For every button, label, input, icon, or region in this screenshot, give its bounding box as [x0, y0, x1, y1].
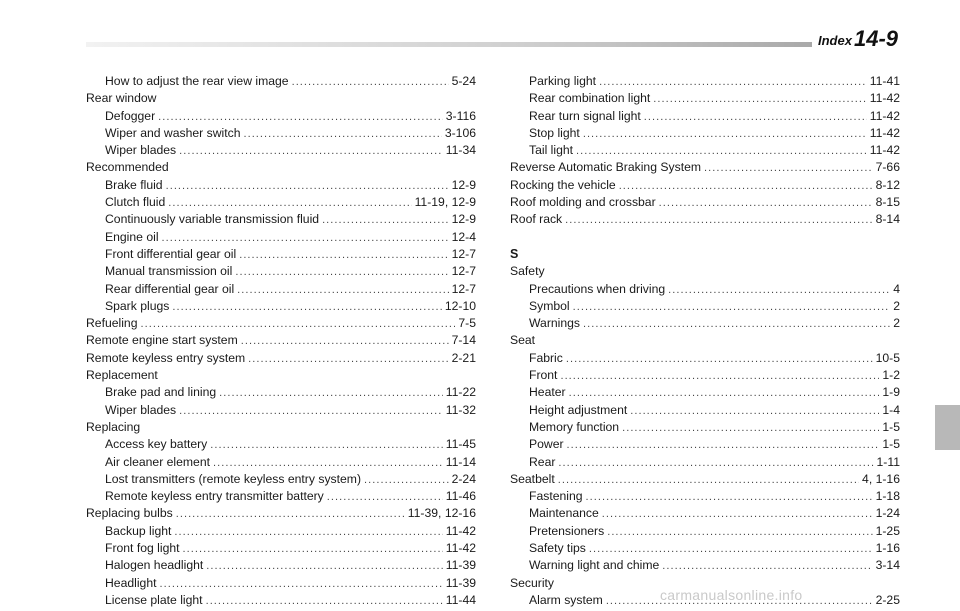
entry-page-ref: 1-2	[882, 368, 900, 383]
entry-term: Heater	[529, 385, 566, 400]
entry-page-ref: 2-25	[875, 592, 900, 607]
index-entry	[510, 159, 900, 176]
index-subentry	[510, 557, 900, 574]
entry-page-ref: 12-9	[451, 177, 476, 192]
entry-term: How to adjust the rear view image	[105, 74, 289, 88]
index-subentry	[86, 384, 476, 401]
entry-page-ref: 8-12	[875, 177, 900, 192]
entry-term: Parking light	[529, 74, 597, 88]
entry-term: Power	[529, 437, 564, 452]
entry-term: Remote engine start system	[86, 333, 238, 348]
dot-leader	[622, 420, 879, 437]
entry-term: Stop light	[529, 125, 580, 140]
index-entry	[510, 177, 900, 194]
dot-leader	[576, 143, 867, 160]
dot-leader	[292, 74, 449, 91]
dot-leader	[179, 143, 443, 160]
index-subentry	[86, 246, 476, 263]
entry-term: Backup light	[105, 523, 172, 538]
dot-leader	[565, 212, 872, 229]
index-subentry	[86, 281, 476, 298]
entry-term: Continuously variable transmission fluid	[105, 212, 320, 227]
index-subentry	[510, 402, 900, 419]
entry-page-ref: 7-66	[875, 160, 900, 175]
dot-leader	[569, 385, 880, 402]
entry-term: Seat	[510, 333, 536, 348]
index-subentry	[510, 454, 900, 471]
dot-leader	[172, 299, 441, 316]
entry-term: Refueling	[86, 316, 138, 331]
index-subentry	[86, 540, 476, 557]
index-subentry	[510, 523, 900, 540]
entry-page-ref: 12-4	[451, 229, 476, 244]
entry-term: Access key battery	[105, 437, 208, 452]
index-subentry	[510, 90, 900, 107]
entry-page-ref: 12-10	[444, 298, 476, 313]
entry-page-ref: 8-14	[875, 212, 900, 227]
entry-term: Manual transmission oil	[105, 264, 233, 279]
entry-term: Symbol	[529, 298, 570, 313]
entry-page-ref: 1-4	[882, 402, 900, 417]
dot-leader	[322, 212, 449, 229]
dot-leader	[567, 437, 880, 454]
dot-leader	[644, 109, 867, 126]
entry-term: Warning light and chime	[529, 558, 660, 573]
index-subentry	[86, 575, 476, 592]
dot-leader	[237, 282, 448, 299]
entry-page-ref: 1-25	[875, 523, 900, 538]
index-entry	[86, 332, 476, 349]
index-subentry	[510, 436, 900, 453]
entry-term: Tail light	[529, 143, 574, 158]
entry-page-ref: 11-42	[869, 125, 900, 140]
entry-term: Rocking the vehicle	[510, 177, 616, 192]
dot-leader	[206, 558, 442, 575]
index-subentry	[510, 419, 900, 436]
index-subentry	[510, 488, 900, 505]
dot-leader	[239, 247, 448, 264]
page-number: 14-9	[854, 26, 899, 51]
index-subentry	[510, 281, 900, 298]
entry-term: Pretensioners	[529, 523, 605, 538]
dot-leader	[668, 282, 890, 299]
entry-page-ref: 11-42	[445, 541, 476, 556]
index-subentry	[86, 125, 476, 142]
entry-term: Precautions when driving	[529, 281, 666, 296]
entry-page-ref: 11-45	[445, 437, 476, 452]
index-subentry	[86, 557, 476, 574]
entry-page-ref: 11-46	[445, 489, 476, 504]
entry-page-ref: 10-5	[875, 350, 900, 365]
index-subentry	[510, 108, 900, 125]
index-subentry	[86, 211, 476, 228]
dot-leader	[213, 455, 443, 472]
entry-term: Rear differential gear oil	[105, 281, 235, 296]
entry-page-ref: 12-9	[451, 212, 476, 227]
index-subentry	[86, 177, 476, 194]
index-subentry	[86, 73, 476, 90]
index-entry	[86, 505, 476, 522]
entry-page-ref: 12-7	[451, 281, 476, 296]
entry-term: Engine oil	[105, 229, 159, 244]
entry-term: Roof molding and crossbar	[510, 195, 656, 210]
index-column-right	[510, 73, 900, 609]
index-entry	[510, 263, 900, 280]
dot-leader	[560, 368, 879, 385]
index-entry	[510, 332, 900, 349]
entry-term: Headlight	[105, 575, 157, 590]
entry-page-ref: 11-34	[445, 143, 476, 158]
index-entry	[510, 211, 900, 228]
index-subentry	[86, 402, 476, 419]
dot-leader	[160, 576, 443, 593]
dot-leader	[179, 403, 443, 420]
index-subentry	[510, 125, 900, 142]
dot-leader	[586, 489, 873, 506]
dot-leader	[364, 472, 449, 489]
index-subentry	[510, 315, 900, 332]
index-entry	[510, 194, 900, 211]
entry-term: Seatbelt	[510, 471, 555, 486]
dot-leader	[583, 316, 890, 333]
thumb-index-tab	[935, 405, 960, 450]
entry-term: Rear combination light	[529, 91, 651, 106]
entry-term: Replacing bulbs	[86, 506, 173, 521]
entry-page-ref: 11-32	[445, 402, 476, 417]
entry-page-ref: 1-11	[876, 454, 900, 469]
dot-leader	[210, 437, 442, 454]
entry-term: Wiper blades	[105, 402, 177, 417]
entry-term: Warnings	[529, 316, 581, 331]
index-subentry	[86, 454, 476, 471]
watermark: carmanualsonline.info	[660, 587, 803, 603]
entry-term: Security	[510, 575, 555, 590]
dot-leader	[168, 195, 411, 212]
entry-page-ref: 1-16	[875, 541, 900, 556]
entry-term: Remote keyless entry system	[86, 350, 246, 365]
dot-leader	[558, 455, 873, 472]
index-entry	[86, 90, 476, 107]
entry-term: License plate light	[105, 592, 203, 607]
dot-leader	[243, 126, 441, 143]
dot-leader	[602, 506, 873, 523]
entry-page-ref: 1-5	[882, 419, 900, 434]
entry-page-ref: 11-42	[445, 523, 476, 538]
index-subentry	[86, 471, 476, 488]
index-subentry	[510, 350, 900, 367]
dot-leader	[558, 472, 859, 489]
entry-page-ref: 11-42	[869, 108, 900, 123]
dot-leader	[174, 524, 442, 541]
index-subentry	[86, 592, 476, 609]
entry-term: Front fog light	[105, 541, 180, 556]
entry-page-ref: 11-44	[445, 592, 476, 607]
index-entry	[86, 419, 476, 436]
dot-leader	[141, 316, 456, 333]
dot-leader	[662, 558, 872, 575]
entry-page-ref: 2	[893, 316, 900, 331]
index-entry	[86, 159, 476, 176]
entry-page-ref: 3-106	[444, 125, 476, 140]
entry-page-ref: 11-39	[445, 575, 476, 590]
entry-term: Maintenance	[529, 506, 599, 521]
entry-term: Wiper and washer switch	[105, 125, 241, 140]
entry-term: Safety tips	[529, 541, 586, 556]
index-subentry	[86, 298, 476, 315]
index-entry	[86, 315, 476, 332]
index-subentry	[510, 142, 900, 159]
entry-page-ref: 2-24	[451, 471, 476, 486]
dot-leader	[166, 178, 449, 195]
index-subentry	[86, 523, 476, 540]
entry-page-ref: 11-41	[869, 74, 900, 88]
index-subentry	[86, 194, 476, 211]
entry-term: Safety	[510, 264, 545, 279]
entry-page-ref: 11-14	[445, 454, 476, 469]
entry-page-ref: 11-42	[869, 91, 900, 106]
entry-term: Spark plugs	[105, 298, 170, 313]
entry-page-ref: 3-116	[445, 108, 476, 123]
entry-term: Front differential gear oil	[105, 246, 237, 261]
entry-page-ref: 7-14	[451, 333, 476, 348]
dot-leader	[583, 126, 867, 143]
section-title: Index	[818, 33, 852, 48]
entry-page-ref: 5-24	[451, 74, 476, 88]
entry-page-ref: 7-5	[458, 316, 476, 331]
entry-page-ref: 4, 1-16	[862, 471, 900, 486]
entry-page-ref: 12-7	[451, 264, 476, 279]
entry-term: Clutch fluid	[105, 195, 166, 210]
entry-page-ref: 11-39, 12-16	[407, 506, 476, 521]
entry-page-ref: 4	[893, 281, 900, 296]
index-subentry	[510, 540, 900, 557]
index-subentry	[86, 263, 476, 280]
entry-term: Reverse Automatic Braking System	[510, 160, 702, 175]
index-subentry	[510, 298, 900, 315]
entry-term: Rear window	[86, 91, 157, 106]
entry-page-ref: 3-14	[875, 558, 900, 573]
entry-term: Memory function	[529, 419, 620, 434]
entry-term: Replacing	[86, 419, 141, 434]
dot-leader	[607, 524, 872, 541]
entry-term: Brake fluid	[105, 177, 163, 192]
index-subentry	[510, 73, 900, 90]
dot-leader	[248, 351, 448, 368]
dot-leader	[630, 403, 879, 420]
dot-leader	[599, 74, 867, 91]
entry-term: Replacement	[86, 368, 158, 383]
index-subentry	[86, 108, 476, 125]
index-subentry	[510, 367, 900, 384]
dot-leader	[158, 109, 443, 126]
dot-leader	[566, 351, 873, 368]
dot-leader	[206, 593, 443, 610]
index-subentry	[510, 384, 900, 401]
entry-page-ref: 11-19, 12-9	[414, 195, 476, 210]
index-subentry	[86, 229, 476, 246]
dot-leader	[241, 333, 449, 350]
dot-leader	[219, 385, 443, 402]
entry-term: Recommended	[86, 160, 169, 175]
entry-page-ref: 1-18	[875, 489, 900, 504]
index-letter-heading: S	[510, 246, 519, 261]
index-subentry	[86, 488, 476, 505]
dot-leader	[183, 541, 443, 558]
entry-page-ref: 11-42	[869, 143, 900, 158]
header-rule	[86, 42, 812, 47]
dot-leader	[704, 160, 873, 177]
entry-page-ref: 2-21	[451, 350, 476, 365]
entry-term: Fabric	[529, 350, 563, 365]
entry-term: Rear	[529, 454, 556, 469]
index-entry	[510, 471, 900, 488]
index-subentry	[510, 505, 900, 522]
entry-page-ref: 2	[893, 298, 900, 313]
entry-page-ref: 1-9	[882, 385, 900, 400]
entry-term: Front	[529, 368, 558, 383]
entry-page-ref: 8-15	[875, 195, 900, 210]
entry-term: Wiper blades	[105, 143, 177, 158]
entry-term: Lost transmitters (remote keyless entry system)	[105, 471, 362, 486]
index-column-left	[86, 73, 476, 609]
entry-page-ref: 1-24	[875, 506, 900, 521]
entry-page-ref: 1-5	[882, 437, 900, 452]
entry-page-ref: 12-7	[451, 246, 476, 261]
entry-term: Roof rack	[510, 212, 563, 227]
dot-leader	[659, 195, 873, 212]
spacer	[510, 229, 900, 246]
dot-leader	[573, 299, 891, 316]
dot-leader	[235, 264, 448, 281]
entry-term: Remote keyless entry transmitter battery	[105, 489, 324, 504]
dot-leader	[162, 230, 449, 247]
entry-term: Rear turn signal light	[529, 108, 641, 123]
entry-term: Height adjustment	[529, 402, 628, 417]
entry-page-ref: 11-22	[445, 385, 476, 400]
index-entry	[86, 350, 476, 367]
index-subentry	[86, 142, 476, 159]
entry-term: Air cleaner element	[105, 454, 210, 469]
dot-leader	[653, 91, 866, 108]
index-entry	[86, 367, 476, 384]
entry-term: Halogen headlight	[105, 558, 204, 573]
entry-term: Fastening	[529, 489, 583, 504]
dot-leader	[176, 506, 405, 523]
entry-term: Defogger	[105, 108, 156, 123]
dot-leader	[327, 489, 443, 506]
entry-term: Brake pad and lining	[105, 385, 217, 400]
entry-term: Alarm system	[529, 592, 603, 607]
index-subentry	[86, 436, 476, 453]
entry-page-ref: 11-39	[445, 558, 476, 573]
dot-leader	[619, 178, 873, 195]
dot-leader	[589, 541, 873, 558]
